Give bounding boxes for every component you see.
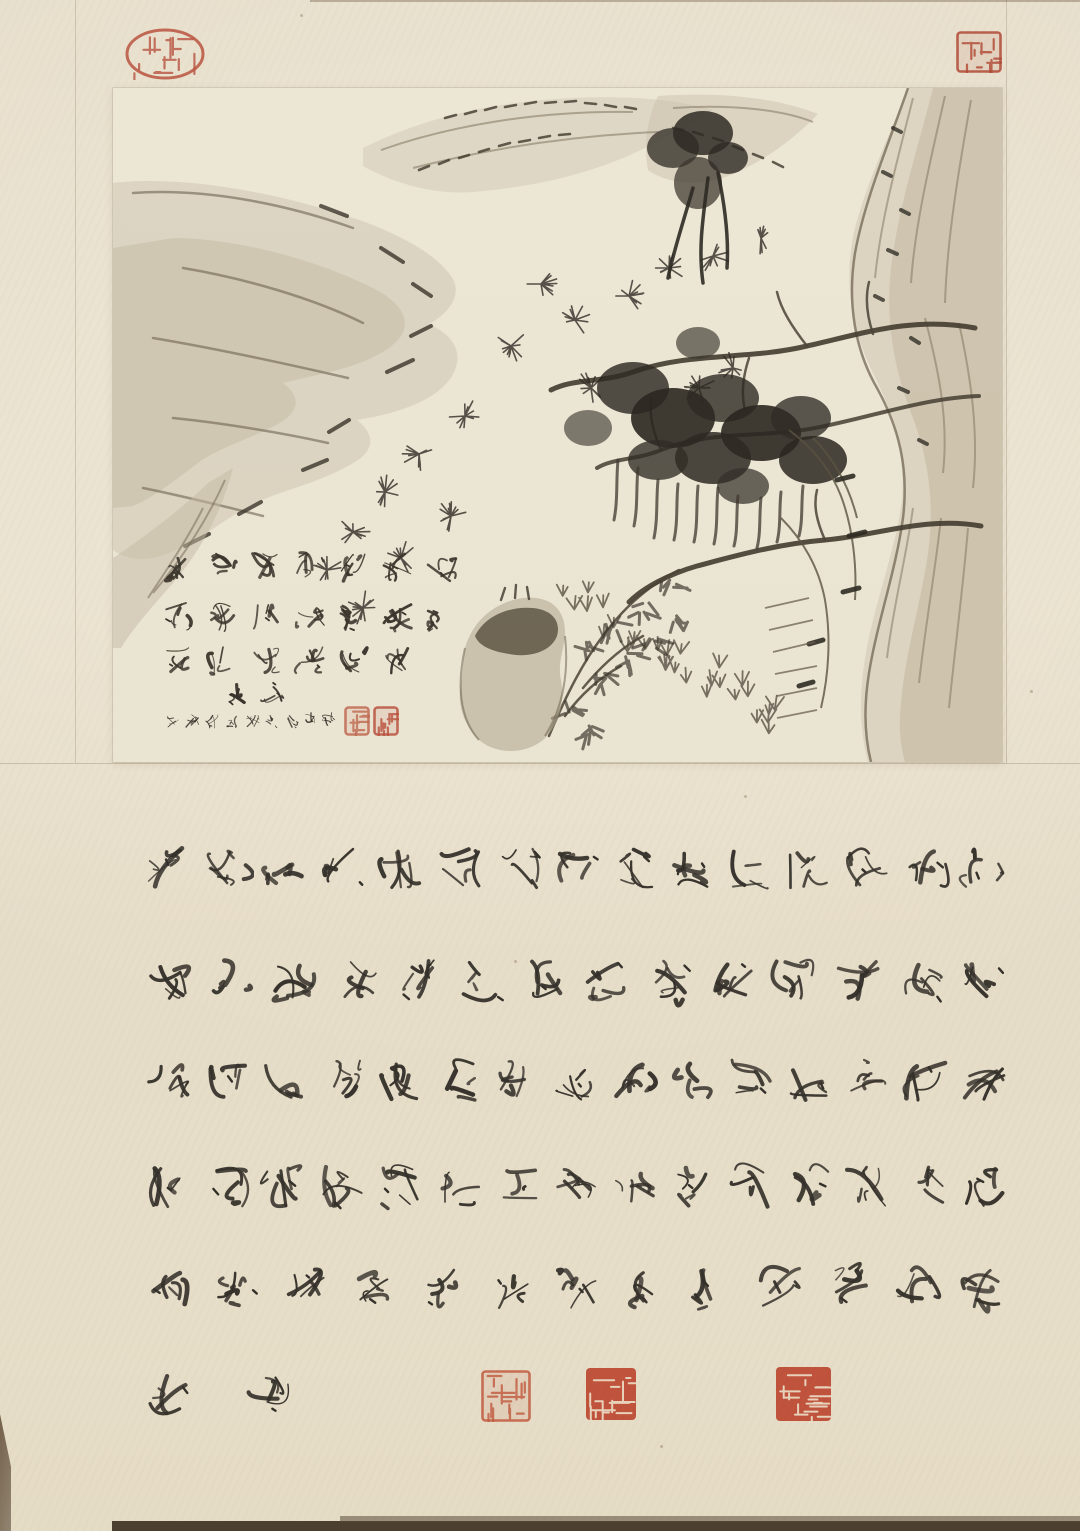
calligraphy-char <box>208 1260 264 1316</box>
calligraphy-char <box>898 1159 954 1215</box>
calligraphy-char <box>203 712 222 731</box>
calligraphy-char <box>334 547 374 587</box>
photo-top-edge <box>310 0 1080 2</box>
calligraphy-char <box>243 712 262 731</box>
top-right-square-seal <box>956 31 1002 73</box>
calligraphy-char <box>140 1159 196 1215</box>
calligraphy-char <box>315 1159 371 1215</box>
calligraphy-char <box>781 840 837 896</box>
calligraphy-char <box>198 1052 254 1108</box>
calligraphy-char <box>158 640 198 680</box>
calligraphy-char <box>334 597 374 637</box>
calligraphy-char <box>373 840 429 896</box>
calligraphy-char <box>480 1260 536 1316</box>
calligraphy-char <box>548 840 604 896</box>
sheet-crease <box>0 763 1080 764</box>
colophon-row-2 <box>140 952 1012 1008</box>
calligraphy-char <box>830 952 886 1008</box>
calligraphy-char <box>768 952 824 1008</box>
calligraphy-char <box>328 952 384 1008</box>
calligraphy-char <box>723 1159 779 1215</box>
calligraphy-char <box>412 1260 468 1316</box>
calligraphy-char <box>246 547 286 587</box>
mount-bottom-shadow <box>340 1516 1080 1522</box>
calligraphy-char <box>616 1260 672 1316</box>
calligraphy-char <box>839 840 895 896</box>
calligraphy-char <box>315 1052 371 1108</box>
calligraphy-char <box>319 710 337 728</box>
inscription-line-3 <box>158 640 418 680</box>
calligraphy-char <box>956 952 1012 1008</box>
foxing-speck <box>1030 690 1033 693</box>
calligraphy-char <box>642 952 698 1008</box>
calligraphy-char <box>276 1260 332 1316</box>
calligraphy-char <box>431 1052 487 1108</box>
calligraphy-char <box>266 952 322 1008</box>
calligraphy-char <box>344 1260 400 1316</box>
calligraphy-char <box>548 1260 604 1316</box>
calligraphy-char <box>517 952 573 1008</box>
calligraphy-char <box>490 1052 546 1108</box>
calligraphy-char <box>956 1159 1012 1215</box>
foxing-speck <box>514 960 517 963</box>
inscription-signature <box>300 710 337 728</box>
calligraphy-char <box>158 547 198 587</box>
calligraphy-char <box>257 1159 313 1215</box>
calligraphy-char <box>158 597 198 637</box>
calligraphy-char <box>373 1159 429 1215</box>
colophon-seal-1 <box>481 1370 531 1422</box>
calligraphy-char <box>956 840 1012 896</box>
calligraphy-char <box>606 1052 662 1108</box>
calligraphy-char <box>665 1159 721 1215</box>
calligraphy-char <box>140 1260 196 1316</box>
calligraphy-char <box>163 712 182 731</box>
calligraphy-char <box>898 1052 954 1108</box>
calligraphy-char <box>140 1367 196 1423</box>
calligraphy-char <box>579 952 635 1008</box>
calligraphy-char <box>893 952 949 1008</box>
calligraphy-char <box>240 1367 296 1423</box>
foxing-speck <box>660 1445 663 1448</box>
colophon-row-4 <box>140 1159 1012 1215</box>
calligraphy-char <box>781 1052 837 1108</box>
calligraphy-char <box>140 952 196 1008</box>
calligraphy-char <box>373 1052 429 1108</box>
inscription-seal-1 <box>344 706 370 736</box>
colophon-row-1 <box>140 840 1012 896</box>
inscription-seal-2 <box>373 706 399 736</box>
calligraphy-char <box>378 597 418 637</box>
calligraphy-char <box>665 840 721 896</box>
calligraphy-char <box>140 840 196 896</box>
calligraphy-char <box>290 547 330 587</box>
top-ridge <box>363 95 818 193</box>
calligraphy-char <box>378 547 418 587</box>
colophon-seal-2 <box>585 1367 637 1421</box>
calligraphy-char <box>202 640 242 680</box>
calligraphy-char <box>202 597 242 637</box>
calligraphy-char <box>490 1159 546 1215</box>
calligraphy-char <box>454 952 510 1008</box>
calligraphy-char <box>246 597 286 637</box>
calligraphy-char <box>548 1159 604 1215</box>
calligraphy-char <box>606 1159 662 1215</box>
foxing-speck <box>300 14 303 17</box>
calligraphy-char <box>956 1260 1012 1316</box>
calligraphy-char <box>422 547 462 587</box>
calligraphy-char <box>222 676 254 708</box>
calligraphy-char <box>820 1260 876 1316</box>
calligraphy-char <box>290 597 330 637</box>
calligraphy-char <box>490 840 546 896</box>
calligraphy-char <box>705 952 761 1008</box>
calligraphy-char <box>256 676 288 708</box>
calligraphy-char <box>334 640 374 680</box>
calligraphy-char <box>198 1159 254 1215</box>
inscription-monogram <box>222 676 288 708</box>
colophon-row-6 <box>140 1367 296 1423</box>
calligraphy-char <box>290 640 330 680</box>
calligraphy-char <box>378 640 418 680</box>
calligraphy-char <box>781 1159 837 1215</box>
colophon-row-3 <box>140 1052 1012 1108</box>
calligraphy-char <box>263 712 282 731</box>
calligraphy-char <box>223 712 242 731</box>
calligraphy-char <box>665 1052 721 1108</box>
foreground-rock <box>460 585 566 751</box>
colophon-seal-3 <box>775 1366 832 1422</box>
calligraphy-char <box>431 1159 487 1215</box>
calligraphy-char <box>315 840 371 896</box>
inscription-dated-line <box>163 712 302 731</box>
calligraphy-char <box>606 840 662 896</box>
calligraphy-char <box>839 1052 895 1108</box>
top-left-oval-seal <box>125 28 205 80</box>
calligraphy-char <box>183 712 202 731</box>
mount-fold-left <box>75 0 76 763</box>
calligraphy-char <box>723 1052 779 1108</box>
calligraphy-char <box>246 640 286 680</box>
calligraphy-char <box>391 952 447 1008</box>
inscription-line-1 <box>158 547 462 587</box>
calligraphy-char <box>422 597 462 637</box>
calligraphy-char <box>431 840 487 896</box>
calligraphy-char <box>839 1159 895 1215</box>
calligraphy-char <box>888 1260 944 1316</box>
calligraphy-char <box>202 547 242 587</box>
mount-fold-right <box>1006 0 1007 763</box>
mount-bottom-edge <box>112 1521 1080 1531</box>
calligraphy-char <box>898 840 954 896</box>
foxing-speck <box>744 795 747 798</box>
calligraphy-char <box>684 1260 740 1316</box>
calligraphy-char <box>300 710 318 728</box>
calligraphy-char <box>752 1260 808 1316</box>
calligraphy-char <box>257 1052 313 1108</box>
calligraphy-char <box>140 1052 196 1108</box>
inscription-line-2 <box>158 597 462 637</box>
calligraphy-char <box>203 952 259 1008</box>
calligraphy-char <box>257 840 313 896</box>
grass-slope <box>557 581 784 733</box>
right-cliff <box>849 88 1002 762</box>
colophon-row-5 <box>140 1260 1012 1316</box>
calligraphy-char <box>198 840 254 896</box>
calligraphy-char <box>956 1052 1012 1108</box>
calligraphy-char <box>548 1052 604 1108</box>
calligraphy-char <box>723 840 779 896</box>
